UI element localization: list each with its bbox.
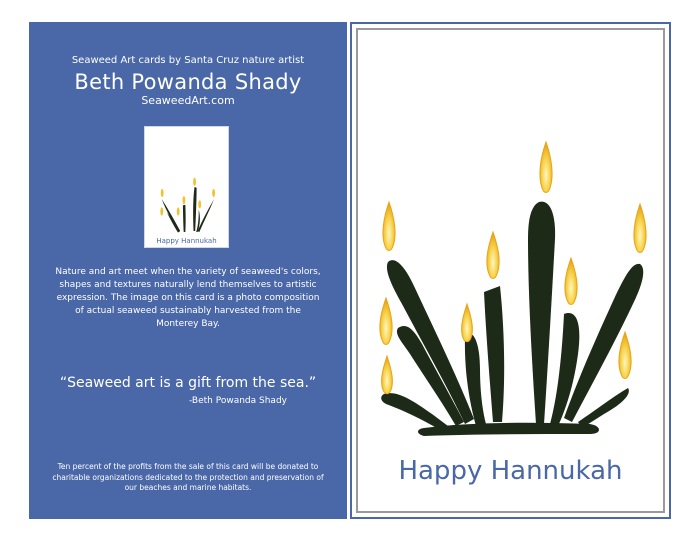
back-panel — [29, 22, 347, 519]
seaweed-menorah-thumbnail-icon — [148, 151, 227, 233]
artist-quote: “Seaweed art is a gift from the sea.” — [59, 375, 317, 391]
thumbnail-caption: Happy Hannukah — [156, 237, 217, 245]
card-subtitle: Seaweed Art cards by Santa Cruz nature artist — [71, 55, 305, 66]
seaweed-menorah-icon — [352, 24, 673, 521]
donation-note: Ten percent of the profits from the sale of this card will be donated to charitable organizations dedicated to the protection and preservation of our beaches and marine habitats. — [52, 462, 324, 492]
website-link[interactable]: SeaweedArt.com — [141, 94, 235, 107]
card-greeting: Happy Hannukah — [398, 456, 623, 486]
artist-name: Beth Powanda Shady — [74, 70, 302, 94]
card-thumbnail — [144, 126, 229, 248]
card-front — [350, 22, 671, 519]
card-description: Nature and art meet when the variety of seaweed's colors, shapes and textures naturally lend themselves to artistic expression. The image on this card is a photo composition of actual seaweed sustainably harvested from the Monterey Bay. — [55, 267, 321, 329]
seaweed-fronds — [381, 202, 643, 436]
quote-attribution: -Beth Powanda Shady — [189, 396, 287, 406]
